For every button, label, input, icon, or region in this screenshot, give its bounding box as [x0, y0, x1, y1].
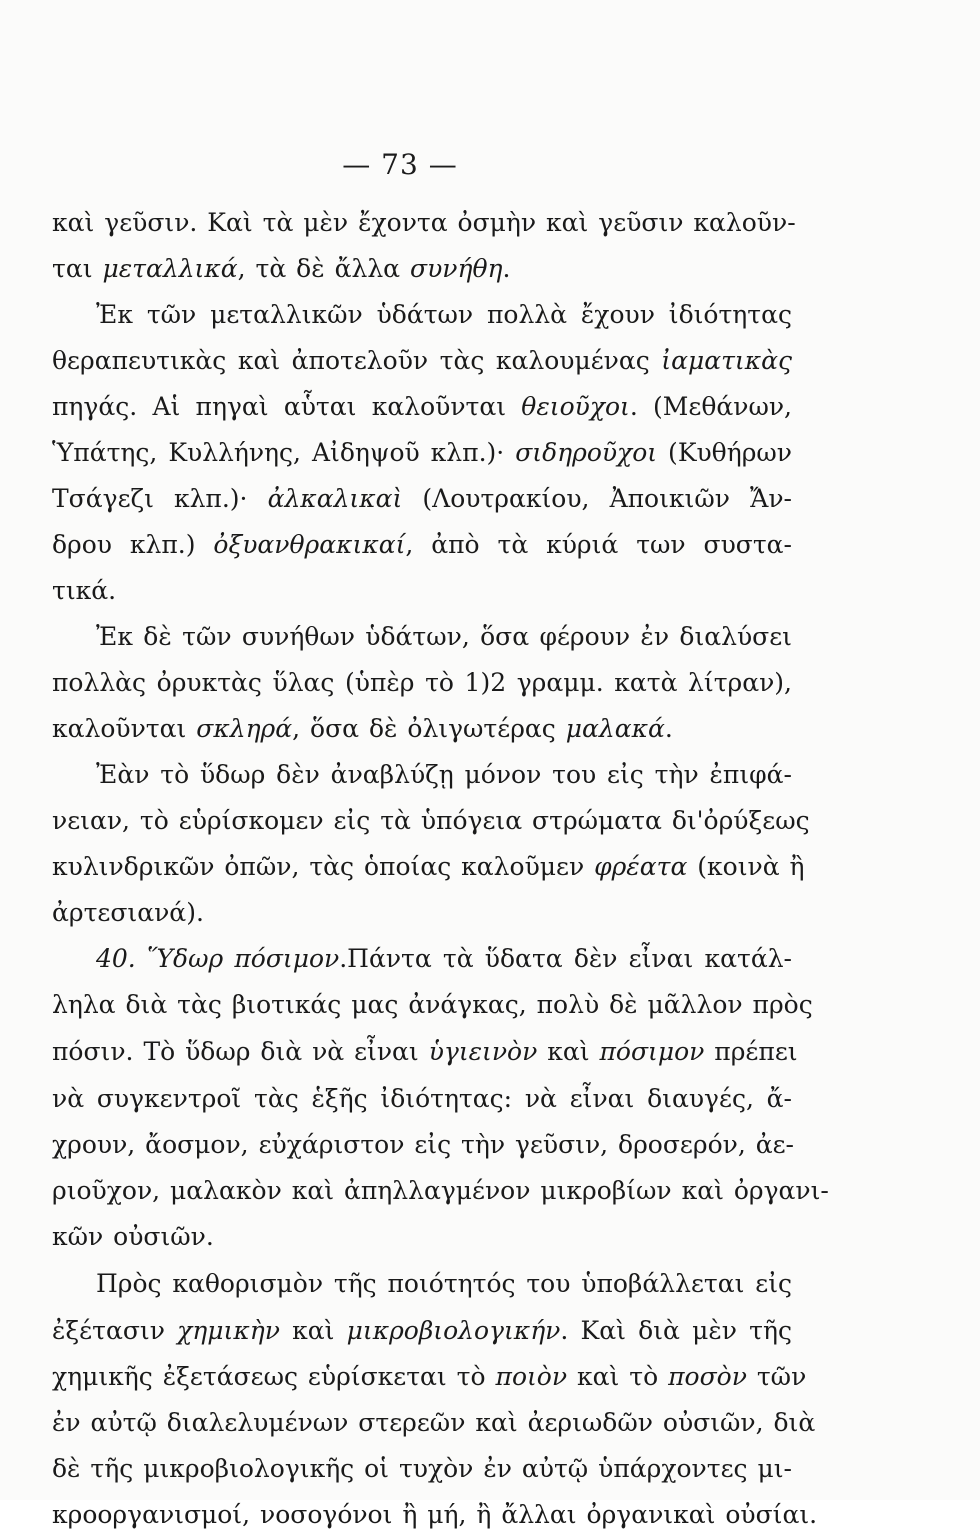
text-line: τικά.	[52, 576, 117, 605]
text-line: ται μεταλλικά, τὰ δὲ ἄλλα συνήθη.	[52, 254, 511, 283]
italic-term: χημικὴν	[177, 1316, 280, 1345]
page-number: — 73 —	[342, 148, 458, 181]
text-line: ληλα διὰ τὰς βιοτικάς μας ἀνάγκας, πολὺ δὲ μᾶλλον πρὸς	[52, 990, 813, 1019]
text-line: κυλινδρικῶν ὀπῶν, τὰς ὁποίας καλοῦμεν φρέατα (κοινὰ ἢ	[52, 852, 805, 881]
text-line: πηγάς. Αἱ πηγαὶ αὗται καλοῦνται θειοῦχοι. (Μεθάνων,	[52, 392, 793, 421]
text-line: Ἐὰν τὸ ὕδωρ δὲν ἀναβλύζῃ μόνον του εἰς τὴν ἐπιφά-	[96, 760, 792, 789]
text-line: ἀρτεσιανά).	[52, 898, 204, 927]
text-line: κῶν οὐσιῶν.	[52, 1222, 214, 1251]
text-line: ριοῦχον, μαλακὸν καὶ ἀπηλλαγμένον μικροβίων καὶ ὀργανι-	[52, 1176, 829, 1205]
text-line: πόσιν. Τὸ ὕδωρ διὰ νὰ εἶναι ὑγιεινὸν καὶ πόσιμον πρέπει	[52, 1037, 798, 1066]
italic-term: μικροβιολογικήν	[346, 1316, 561, 1345]
text-line: νειαν, τὸ εὑρίσκομεν εἰς τὰ ὑπόγεια στρώματα δι'ὀρύξεως	[52, 806, 810, 835]
italic-term: ὀξυανθρακικαί	[213, 530, 406, 559]
text-line: Ἐκ τῶν μεταλλικῶν ὑδάτων πολλὰ ἔχουν ἰδιότητας	[96, 300, 792, 329]
section-heading-line: 40. Ὕδωρ πόσιμον.Πάντα τὰ ὕδατα δὲν εἶναι κατάλ-	[96, 944, 792, 973]
text-line: καὶ γεῦσιν. Καὶ τὰ μὲν ἔχοντα ὀσμὴν καὶ γεῦσιν καλοῦν-	[52, 208, 796, 237]
text-line: καλοῦνται σκληρά, ὅσα δὲ ὀλιγωτέρας μαλακά.	[52, 714, 673, 743]
text-line: ἐν αὐτῷ διαλελυμένων στερεῶν καὶ ἀεριωδῶν οὐσιῶν, διὰ	[52, 1408, 816, 1437]
text-line: Ὑπάτης, Κυλλήνης, Αἰδηψοῦ κλπ.)· σιδηροῦχοι (Κυθήρων	[52, 438, 792, 467]
italic-term: μεταλλικά	[102, 254, 238, 283]
section-number: 40.	[96, 944, 147, 973]
italic-term: πόσιμον	[599, 1037, 705, 1066]
text-line: πολλὰς ὀρυκτὰς ὕλας (ὑπὲρ τὸ 1)2 γραμμ. κατὰ λίτραν),	[52, 668, 792, 697]
text-line: Ἐκ δὲ τῶν συνήθων ὑδάτων, ὅσα φέρουν ἐν διαλύσει	[96, 622, 792, 651]
italic-term: ποιὸν	[495, 1362, 568, 1391]
italic-term: φρέατα	[594, 852, 688, 881]
italic-term: σιδηροῦχοι	[515, 438, 658, 467]
section-title: Ὕδωρ πόσιμον	[146, 944, 340, 973]
text-line: δὲ τῆς μικροβιολογικῆς οἱ τυχὸν ἐν αὐτῷ ὑπάρχοντες μι-	[52, 1454, 792, 1483]
italic-term: ἰαματικὰς	[661, 346, 792, 375]
italic-term: ἀλκαλικαὶ	[267, 484, 403, 513]
body-text	[52, 200, 829, 1538]
text-line: Τσάγεζι κλπ.)· ἀλκαλικαὶ (Λουτρακίου, Ἀποικιῶν Ἄν-	[52, 484, 792, 513]
italic-term: συνήθη	[410, 254, 503, 283]
text-line: ἐξέτασιν χημικὴν καὶ μικροβιολογικήν. Καὶ διὰ μὲν τῆς	[52, 1316, 792, 1345]
text-line: δρου κλπ.) ὀξυανθρακικαί, ἀπὸ τὰ κύριά των συστα-	[52, 530, 792, 559]
italic-term: μαλακά	[565, 714, 665, 743]
italic-term: ὑγιεινὸν	[428, 1037, 538, 1066]
italic-term: σκληρά	[196, 714, 293, 743]
italic-term: θειοῦχοι	[521, 392, 630, 421]
italic-term: ποσὸν	[668, 1362, 747, 1391]
text-line: χρουν, ἄοσμον, εὐχάριστον εἰς τὴν γεῦσιν, δροσερόν, ἀε-	[52, 1130, 794, 1159]
text-line: Πρὸς καθορισμὸν τῆς ποιότητός του ὑποβάλλεται εἰς	[96, 1269, 792, 1298]
text-line: νὰ συγκεντροῖ τὰς ἑξῆς ἰδιότητας: νὰ εἶναι διαυγές, ἄ-	[52, 1084, 792, 1113]
text-line: χημικῆς ἐξετάσεως εὑρίσκεται τὸ ποιὸν καὶ τὸ ποσὸν τῶν	[52, 1362, 807, 1391]
text-line: θεραπευτικὰς καὶ ἀποτελοῦν τὰς καλουμένας ἰαματικὰς	[52, 346, 792, 375]
text-line: κροοργανισμοί, νοσογόνοι ἢ μή, ἢ ἄλλαι ὀργανικαὶ οὐσίαι.	[52, 1500, 818, 1529]
